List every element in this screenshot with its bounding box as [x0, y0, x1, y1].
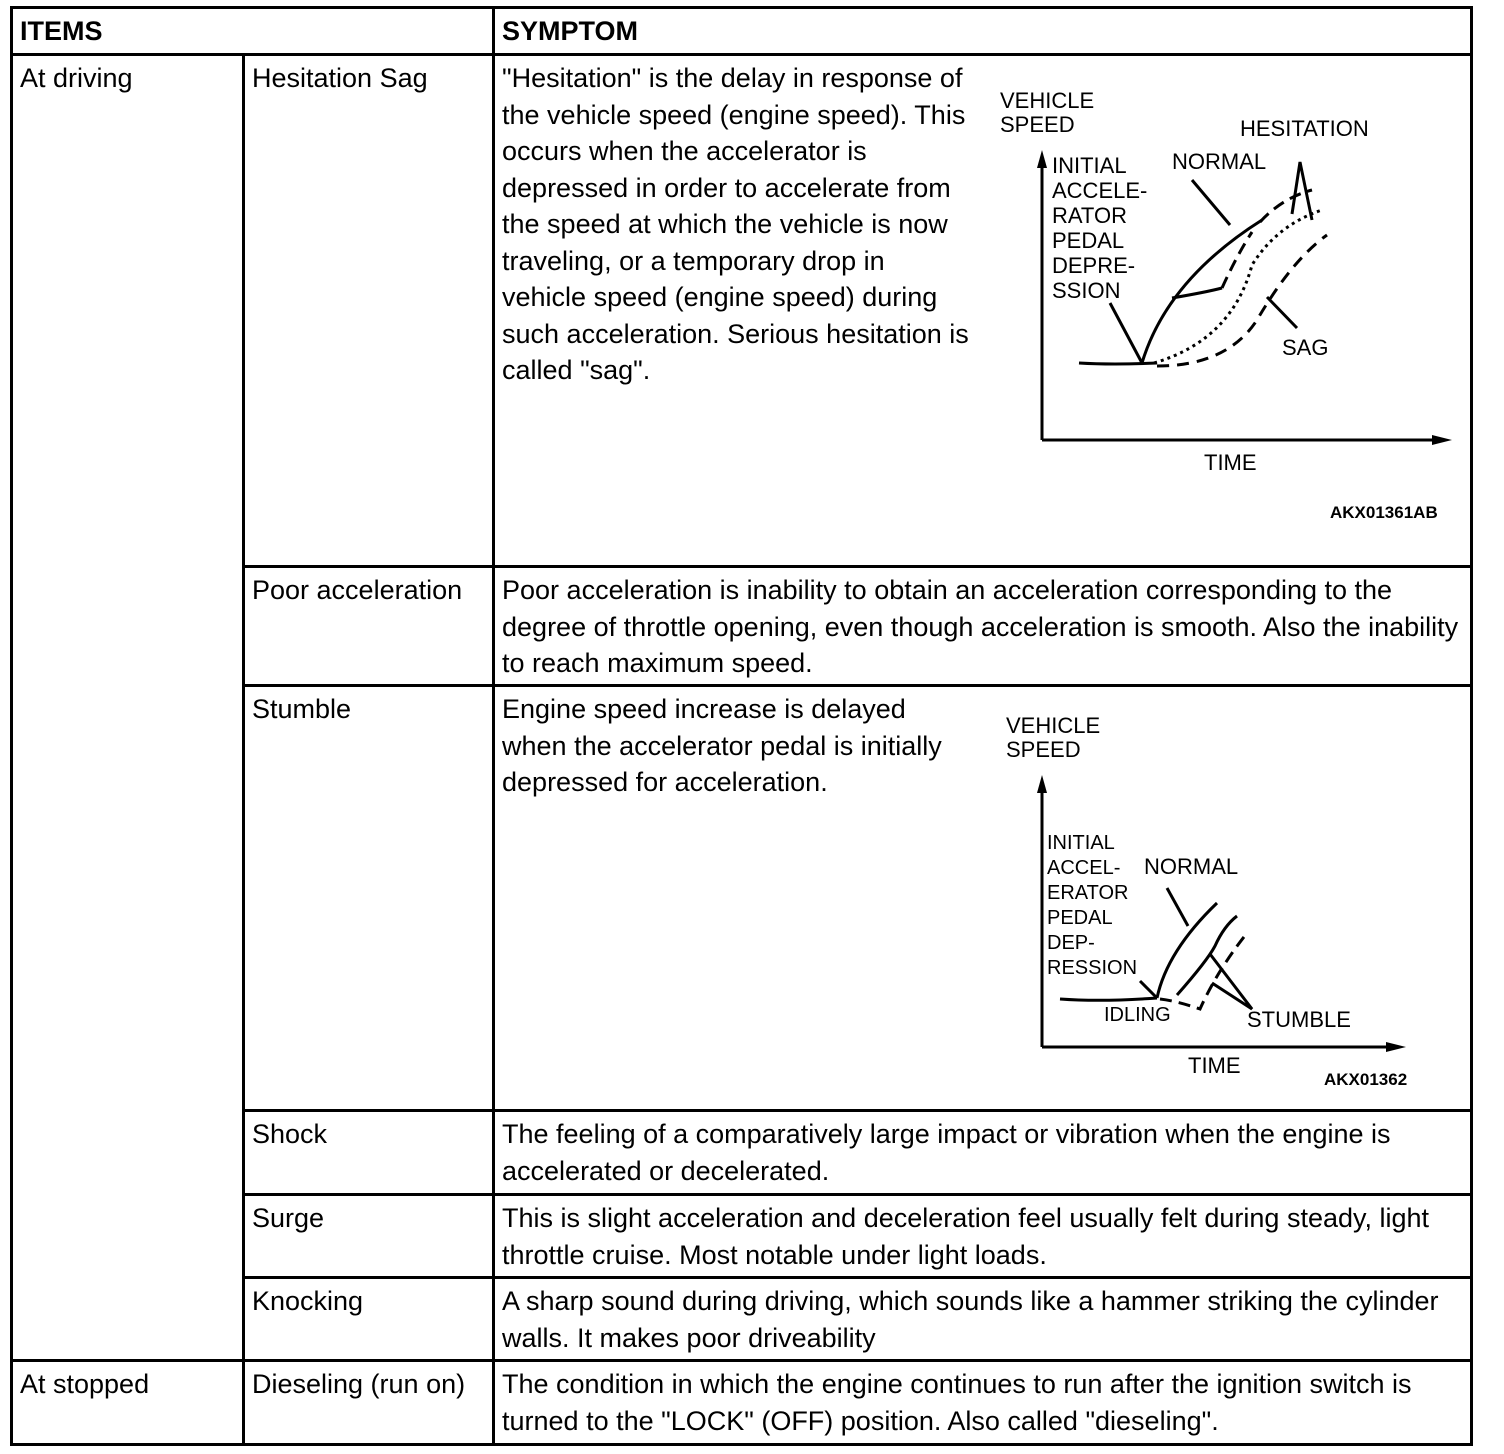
symptom-text: Engine speed increase is delayed when the accelerator pedal is initially depressed for acceleration.	[502, 694, 942, 797]
symptom-table	[10, 6, 1473, 1446]
y-axis-arrow	[1037, 150, 1047, 168]
svg-text:PEDAL: PEDAL	[1052, 228, 1125, 253]
y-axis-label-1: VEHICLE	[1000, 88, 1095, 113]
sag-label: SAG	[1282, 335, 1329, 360]
svg-text:ACCELE-: ACCELE-	[1052, 178, 1148, 203]
normal-leader	[1192, 180, 1230, 225]
symptom-cell: Poor acceleration is inability to obtain an acceleration corresponding to the degree of throttle opening, even though acceleration is smooth. Also the inability to reach maximum speed.	[494, 567, 1472, 686]
symptom-cell	[494, 55, 1472, 567]
svg-text:SSION: SSION	[1052, 278, 1121, 303]
sag-leader	[1267, 297, 1297, 328]
stumble-diagram	[1002, 711, 1432, 1091]
idle-line	[1079, 363, 1157, 364]
initial-label	[1047, 832, 1137, 979]
y-axis-label-2: SPEED	[1000, 112, 1075, 137]
y-axis-label-1: VEHICLE	[1006, 713, 1101, 738]
hesitation-sag-diagram	[992, 80, 1462, 540]
symptom-cell: The condition in which the engine continues to run after the ignition switch is turned to the "LOCK" (OFF) position. Also called "dieseling".	[494, 1361, 1472, 1445]
item-cell: Knocking	[244, 1278, 494, 1361]
symptom-cell: This is slight acceleration and deceleration feel usually felt during steady, light throttle cruise. Most notable under light loads.	[494, 1195, 1472, 1278]
category-cell: At driving	[12, 55, 244, 1361]
item-cell: Hesitation Sag	[244, 55, 494, 567]
x-axis-arrow	[1432, 435, 1452, 445]
stumble-leader	[1210, 954, 1252, 1009]
svg-text:RESSION: RESSION	[1047, 957, 1138, 979]
header-symptom: SYMPTOM	[494, 8, 1472, 55]
stumble-label: STUMBLE	[1247, 1007, 1351, 1032]
item-cell: Surge	[244, 1195, 494, 1278]
table-row	[12, 55, 1472, 567]
svg-text:ERATOR: ERATOR	[1047, 882, 1129, 904]
category-cell: At stopped	[12, 1361, 244, 1445]
y-axis-label-2: SPEED	[1006, 737, 1081, 762]
figure-code: AKX01362	[1324, 1070, 1408, 1089]
initial-label	[1052, 153, 1147, 303]
normal-leader	[1167, 888, 1188, 926]
svg-text:INITIAL: INITIAL	[1047, 832, 1115, 854]
figure-code: AKX01361AB	[1330, 503, 1438, 522]
svg-text:PEDAL: PEDAL	[1047, 907, 1113, 929]
header-items: ITEMS	[12, 8, 494, 55]
table-row	[12, 1361, 1472, 1445]
initial-leader	[1110, 303, 1142, 363]
stumble-curve	[1177, 916, 1237, 995]
item-cell: Poor acceleration	[244, 567, 494, 686]
svg-text:RATOR: RATOR	[1052, 203, 1127, 228]
item-cell: Stumble	[244, 686, 494, 1111]
header-row	[12, 8, 1472, 55]
hesitation-label: HESITATION	[1240, 116, 1369, 141]
svg-text:DEPRE-: DEPRE-	[1052, 253, 1136, 278]
item-cell: Shock	[244, 1111, 494, 1195]
svg-text:ACCEL-: ACCEL-	[1047, 857, 1121, 879]
symptom-cell	[494, 686, 1472, 1111]
initial-leader	[1140, 981, 1157, 998]
x-axis-label: TIME	[1188, 1053, 1241, 1078]
x-axis-label: TIME	[1204, 450, 1257, 475]
symptom-text: "Hesitation" is the delay in response of the vehicle speed (engine speed). This occurs when the accelerator is depressed in order to accelerate from the speed at which the vehicle is now traveling, or a temporary drop in vehicle speed (engine speed) during such acceleration. Serious hesitation is called "sag".	[502, 63, 969, 385]
svg-text:INITIAL: INITIAL	[1052, 153, 1127, 178]
item-cell: Dieseling (run on)	[244, 1361, 494, 1445]
idling-label: IDLING	[1104, 1004, 1171, 1026]
normal-label: NORMAL	[1172, 149, 1267, 174]
symptom-cell: A sharp sound during driving, which sounds like a hammer striking the cylinder walls. It makes poor driveability	[494, 1278, 1472, 1361]
normal-label: NORMAL	[1144, 854, 1239, 879]
svg-text:DEP-: DEP-	[1047, 932, 1095, 954]
y-axis-arrow	[1037, 775, 1047, 793]
idle-line	[1060, 998, 1157, 1000]
x-axis-arrow	[1386, 1042, 1406, 1052]
symptom-cell: The feeling of a comparatively large impact or vibration when the engine is accelerated or decelerated.	[494, 1111, 1472, 1195]
